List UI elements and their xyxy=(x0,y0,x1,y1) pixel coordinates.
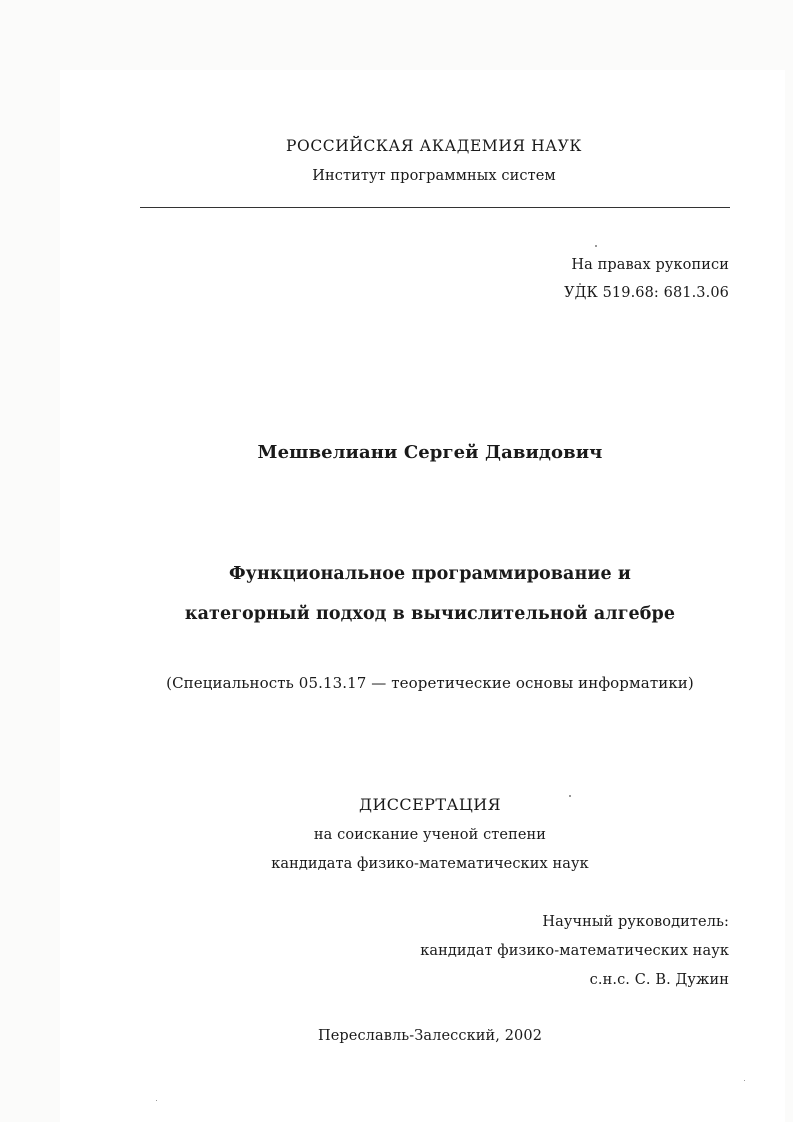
degree-line-1: на соискание ученой степени xyxy=(313,827,547,843)
header-divider xyxy=(140,207,730,208)
scanned-sheet xyxy=(60,70,785,1122)
dissertation-title-line-2: категорный подход в вычислительной алгебре xyxy=(184,604,676,624)
place-and-year: Переславль-Залесский, 2002 xyxy=(317,1028,543,1044)
organization-title: РОССИЙСКАЯ АКАДЕМИЯ НАУК xyxy=(285,137,582,155)
specialty-line: (Специальность 05.13.17 — теоретические основы информатики) xyxy=(166,674,694,692)
scan-speck xyxy=(744,1080,745,1081)
scan-speck xyxy=(156,1100,157,1101)
scan-speck xyxy=(579,283,581,285)
scan-speck xyxy=(595,245,597,247)
dissertation-label: ДИССЕРТАЦИЯ xyxy=(359,795,501,814)
manuscript-rights-note: На правах рукописи xyxy=(571,257,729,273)
udk-code: УДК 519.68: 681.3.06 xyxy=(564,285,729,301)
advisor-label: Научный руководитель: xyxy=(542,914,729,930)
advisor-name: с.н.с. С. В. Дужин xyxy=(589,972,729,988)
dissertation-title-line-1: Функциональное программирование и xyxy=(228,564,631,584)
institute-name: Институт программных систем xyxy=(312,168,556,184)
degree-line-2: кандидата физико-математических наук xyxy=(271,856,589,872)
scan-speck xyxy=(569,795,571,797)
advisor-title: кандидат физико-математических наук xyxy=(420,943,729,959)
author-name: Мешвелиани Сергей Давидович xyxy=(257,442,603,463)
